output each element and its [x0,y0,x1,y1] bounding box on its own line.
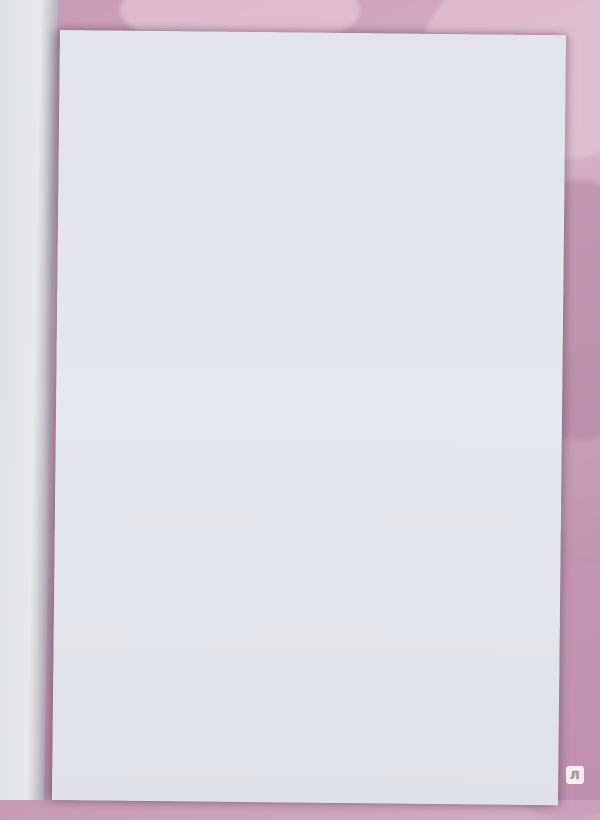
book-page [52,30,566,805]
section-title [85,84,545,89]
previous-page-edge [0,0,58,800]
instruction-line [85,84,545,89]
page-content [85,62,545,95]
labirint-logo-icon: л [566,766,584,784]
instruction-line [85,84,545,89]
exercise-heading [85,90,545,95]
exercise-list [85,90,545,95]
page-number [53,738,559,743]
instruction-line [85,84,545,89]
reference-words-line [85,62,545,83]
instruction-text [85,84,545,89]
watermark [566,762,588,786]
